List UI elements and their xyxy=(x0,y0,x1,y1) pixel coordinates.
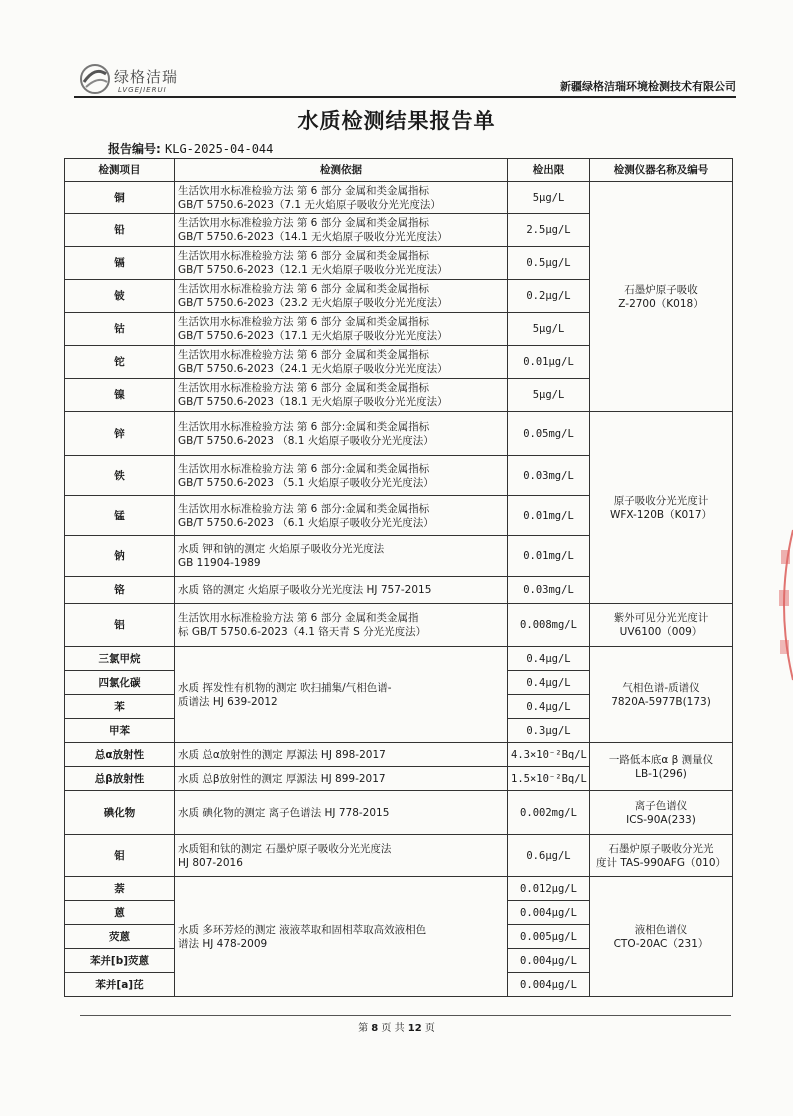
basis-cell: 水质 碘化物的测定 离子色谱法 HJ 778-2015 xyxy=(175,791,508,835)
company-logo xyxy=(78,60,198,100)
results-table xyxy=(64,158,733,997)
item-cell: 苯 xyxy=(65,695,175,719)
basis-cell: 生活饮用水标准检验方法 第 6 部分:金属和类金属指标 GB/T 5750.6-2023 （8.1 火焰原子吸收分光光度法） xyxy=(175,412,508,456)
limit-cell: 0.5μg/L xyxy=(508,247,590,280)
item-cell: 苯并[b]荧蒽 xyxy=(65,949,175,973)
basis-cell: 水质 总α放射性的测定 厚源法 HJ 898-2017 xyxy=(175,743,508,767)
limit-cell: 0.004μg/L xyxy=(508,901,590,925)
limit-cell: 0.012μg/L xyxy=(508,877,590,901)
footer-divider xyxy=(80,1015,731,1016)
basis-cell: 生活饮用水标准检验方法 第 6 部分 金属和类金属指标 GB/T 5750.6-2023（17.1 无火焰原子吸收分光光度法） xyxy=(175,313,508,346)
header-divider xyxy=(74,96,736,98)
logo-text-cn: 绿格洁瑞 xyxy=(114,68,179,86)
item-cell: 四氯化碳 xyxy=(65,671,175,695)
limit-cell: 0.004μg/L xyxy=(508,973,590,997)
limit-cell: 0.01mg/L xyxy=(508,496,590,536)
table-row xyxy=(65,412,733,456)
instrument-cell: 原子吸收分光光度计 WFX-120B（K017） xyxy=(590,412,733,604)
item-cell: 甲苯 xyxy=(65,719,175,743)
basis-cell: 生活饮用水标准检验方法 第 6 部分 金属和类金属指标 GB/T 5750.6-2023（24.1 无火焰原子吸收分光光度法） xyxy=(175,346,508,379)
limit-cell: 0.002mg/L xyxy=(508,791,590,835)
instrument-cell: 离子色谱仪 ICS-90A(233) xyxy=(590,791,733,835)
limit-cell: 0.05mg/L xyxy=(508,412,590,456)
basis-cell: 生活饮用水标准检验方法 第 6 部分 金属和类金属指标 GB/T 5750.6-2023（18.1 无火焰原子吸收分光光度法） xyxy=(175,379,508,412)
instrument-cell: 液相色谱仪 CTO-20AC（231） xyxy=(590,877,733,997)
item-cell: 锌 xyxy=(65,412,175,456)
logo-text-en: LVGEJIERUI xyxy=(118,86,167,94)
logo-swirl-icon xyxy=(78,62,112,96)
seal-stamp-icon xyxy=(765,520,793,690)
table-row xyxy=(65,604,733,647)
item-cell: 苯并[a]芘 xyxy=(65,973,175,997)
item-cell: 钠 xyxy=(65,536,175,577)
company-name: 新疆绿格洁瑞环境检测技术有限公司 xyxy=(560,80,736,93)
basis-cell: 生活饮用水标准检验方法 第 6 部分 金属和类金属指标 GB/T 5750.6-2023（12.1 无火焰原子吸收分光光度法） xyxy=(175,247,508,280)
limit-cell: 0.03mg/L xyxy=(508,456,590,496)
item-cell: 铝 xyxy=(65,604,175,647)
col-header-instrument: 检测仪器名称及编号 xyxy=(590,159,733,182)
instrument-cell: 紫外可见分光光度计 UV6100（009） xyxy=(590,604,733,647)
limit-cell: 0.4μg/L xyxy=(508,671,590,695)
item-cell: 荧蒽 xyxy=(65,925,175,949)
item-cell: 锰 xyxy=(65,496,175,536)
item-cell: 碘化物 xyxy=(65,791,175,835)
item-cell: 镍 xyxy=(65,379,175,412)
limit-cell: 0.4μg/L xyxy=(508,647,590,671)
basis-cell: 水质 钾和钠的测定 火焰原子吸收分光光度法 GB 11904-1989 xyxy=(175,536,508,577)
limit-cell: 0.6μg/L xyxy=(508,835,590,877)
item-cell: 蒽 xyxy=(65,901,175,925)
limit-cell: 0.01mg/L xyxy=(508,536,590,577)
instrument-cell: 一路低本底α β 测量仪 LB-1(296) xyxy=(590,743,733,791)
limit-cell: 0.004μg/L xyxy=(508,949,590,973)
item-cell: 钼 xyxy=(65,835,175,877)
table-row xyxy=(65,182,733,214)
limit-cell: 5μg/L xyxy=(508,379,590,412)
item-cell: 铬 xyxy=(65,577,175,604)
instrument-cell: 石墨炉原子吸收分光光 度计 TAS-990AFG（010） xyxy=(590,835,733,877)
limit-cell: 0.008mg/L xyxy=(508,604,590,647)
table-row xyxy=(65,791,733,835)
col-header-item: 检测项目 xyxy=(65,159,175,182)
item-cell: 萘 xyxy=(65,877,175,901)
basis-cell: 生活饮用水标准检验方法 第 6 部分 金属和类金属指标 GB/T 5750.6-2023（7.1 无火焰原子吸收分光光度法） xyxy=(175,182,508,214)
col-header-basis: 检测依据 xyxy=(175,159,508,182)
basis-cell: 生活饮用水标准检验方法 第 6 部分 金属和类金属指标 GB/T 5750.6-2023（23.2 无火焰原子吸收分光光度法） xyxy=(175,280,508,313)
item-cell: 镉 xyxy=(65,247,175,280)
limit-cell: 4.3×10⁻²Bq/L xyxy=(508,743,590,767)
basis-cell: 水质 总β放射性的测定 厚源法 HJ 899-2017 xyxy=(175,767,508,791)
limit-cell: 0.03mg/L xyxy=(508,577,590,604)
report-number-label: 报告编号: xyxy=(108,142,161,156)
limit-cell: 0.2μg/L xyxy=(508,280,590,313)
limit-cell: 0.4μg/L xyxy=(508,695,590,719)
item-cell: 铜 xyxy=(65,182,175,214)
basis-cell: 生活饮用水标准检验方法 第 6 部分:金属和类金属指标 GB/T 5750.6-2023 （5.1 火焰原子吸收分光光度法） xyxy=(175,456,508,496)
limit-cell: 0.01μg/L xyxy=(508,346,590,379)
item-cell: 铍 xyxy=(65,280,175,313)
basis-cell: 生活饮用水标准检验方法 第 6 部分:金属和类金属指标 GB/T 5750.6-2023 （6.1 火焰原子吸收分光光度法） xyxy=(175,496,508,536)
item-cell: 总α放射性 xyxy=(65,743,175,767)
item-cell: 铅 xyxy=(65,214,175,247)
basis-cell: 生活饮用水标准检验方法 第 6 部分 金属和类金属指标 GB/T 5750.6-2023（14.1 无火焰原子吸收分光光度法） xyxy=(175,214,508,247)
limit-cell: 5μg/L xyxy=(508,182,590,214)
report-number-value: KLG-2025-04-044 xyxy=(165,142,274,156)
instrument-cell: 气相色谱-质谱仪 7820A-5977B(173) xyxy=(590,647,733,743)
limit-cell: 2.5μg/L xyxy=(508,214,590,247)
limit-cell: 0.3μg/L xyxy=(508,719,590,743)
table-row xyxy=(65,835,733,877)
basis-cell: 水质 多环芳烃的测定 液液萃取和固相萃取高效液相色 谱法 HJ 478-2009 xyxy=(175,877,508,997)
limit-cell: 5μg/L xyxy=(508,313,590,346)
limit-cell: 1.5×10⁻²Bq/L xyxy=(508,767,590,791)
page-title: 水质检测结果报告单 xyxy=(297,109,496,133)
table-row xyxy=(65,877,733,901)
table-header-row xyxy=(65,159,733,182)
item-cell: 总β放射性 xyxy=(65,767,175,791)
page-number: 第 8 页 共 12 页 xyxy=(358,1023,435,1034)
limit-cell: 0.005μg/L xyxy=(508,925,590,949)
basis-cell: 水质 铬的测定 火焰原子吸收分光光度法 HJ 757-2015 xyxy=(175,577,508,604)
item-cell: 铁 xyxy=(65,456,175,496)
table-row xyxy=(65,647,733,671)
item-cell: 三氯甲烷 xyxy=(65,647,175,671)
item-cell: 铊 xyxy=(65,346,175,379)
report-number xyxy=(108,140,273,157)
table-row xyxy=(65,743,733,767)
basis-cell: 生活饮用水标准检验方法 第 6 部分 金属和类金属指 标 GB/T 5750.6-2023（4.1 铬天青 S 分光光度法） xyxy=(175,604,508,647)
instrument-cell: 石墨炉原子吸收 Z-2700（K018） xyxy=(590,182,733,412)
item-cell: 钴 xyxy=(65,313,175,346)
col-header-limit: 检出限 xyxy=(508,159,590,182)
basis-cell: 水质 挥发性有机物的测定 吹扫捕集/气相色谱- 质谱法 HJ 639-2012 xyxy=(175,647,508,743)
basis-cell: 水质钼和钛的测定 石墨炉原子吸收分光光度法 HJ 807-2016 xyxy=(175,835,508,877)
